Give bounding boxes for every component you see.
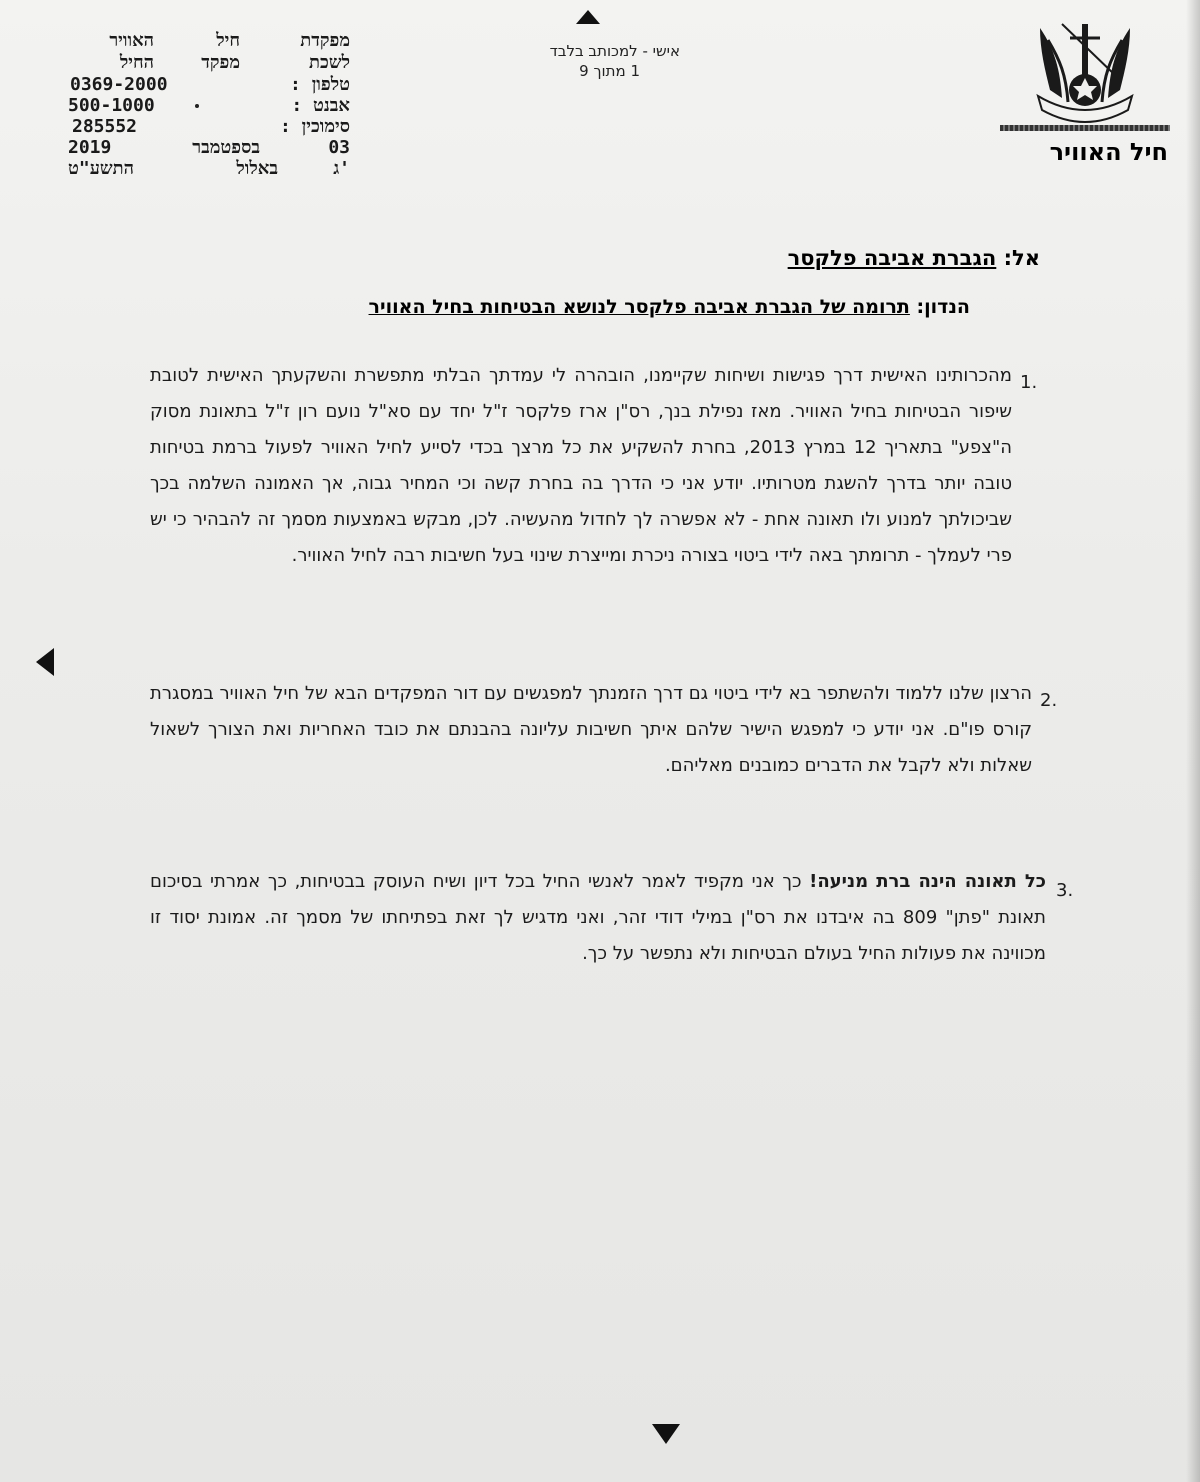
org-name: חיל האוויר xyxy=(1049,138,1168,166)
header-word: מפקד xyxy=(201,52,240,73)
header-word: האוויר xyxy=(109,30,154,51)
fold-mark-bottom-icon xyxy=(652,1424,680,1444)
paragraph-3-bold-lead: כל תאונה הינה ברת מניעה! xyxy=(809,871,1046,892)
paragraph-2: הרצון שלנו ללמוד ולהשתפר בא לידי ביטוי גם דרך הזמנתך למפגשים עם דור המפקדים הבא של חיל האוויר במסגרת קורס פו"ם. אני יודע כי למפגש הישיר שלהם איתך חשיבות עליונה בהבנתם את כובד האחריות ואת הצורך לשאול שאלות ולא לקבל את הדברים כמובנים מאליהם. xyxy=(150,683,1032,776)
paragraph-3 xyxy=(150,864,1046,972)
date-year: 2019 xyxy=(68,137,112,158)
ink-dot xyxy=(195,104,199,108)
fold-mark-top-icon xyxy=(576,10,600,24)
fold-mark-left-icon xyxy=(36,648,54,676)
paragraph-number: 3. xyxy=(1056,880,1074,901)
air-force-logo xyxy=(1000,20,1170,170)
classification-label: אישי - למכותב בלבד xyxy=(549,42,680,60)
hebrew-month: באלול xyxy=(236,158,278,179)
header-word: מפקדת xyxy=(300,30,350,51)
logo-divider xyxy=(1000,125,1170,131)
recipient-line xyxy=(788,246,1040,270)
date-day: 03 xyxy=(328,137,350,158)
page-count: 1 מתוך 9 xyxy=(579,62,640,80)
classification-block xyxy=(440,42,680,80)
hebrew-day: ג' xyxy=(333,158,350,179)
phone-value: 0369-2000 xyxy=(70,74,168,95)
header-word: החיל xyxy=(119,52,154,73)
subject-label: הנדון: xyxy=(916,296,970,318)
avnet-value: 500-1000 xyxy=(68,95,155,116)
subject-text: תרומה של הגברת אביבה פלקסר לנושא הבטיחות בחיל האוויר xyxy=(368,296,910,318)
header-word: לשכת xyxy=(309,52,350,73)
paragraph-number: 1. xyxy=(1020,372,1038,393)
hebrew-year: התשע"ט xyxy=(68,158,134,179)
paragraph-1: מהכרותינו האישית דרך פגישות ושיחות שקיימנו, הובהרה לי עמדתך הבלתי מתפשרת והשקעתך האישית לטובת שיפור הבטיחות בחיל האוויר. מאז נפילת בנך, רס"ן ארז פלקסר ז"ל יחד עם סא"ל נועם רון ז"ל בתאונת מסוק ה"צפע" בתאריך 12 במרץ 2013, בחרת להשקיע את כל מרצך בכדי לסייע לחיל האוויר לפעול ברמת בטיחות טובה יותר בדרך להשגת מטרותיו. יודע אני כי הדרך בה בחרת קשה וכי המחיר גבוה, אך האמונה השלמה בכך שביכולתך למנוע ולו תאונה אחת - לא אפשרה לך לחדול מהעשיה. לכן, מבקש באמצעות מסמך זה להבהיר כי יש פרי לעמלך - תרומתך באה לידי ביטוי בצורה ניכרת ומייצרת שינוי בעל חשיבות רבה לחיל האוויר. xyxy=(150,365,1012,566)
sender-header xyxy=(68,30,350,179)
avnet-label: אבנט : xyxy=(291,95,350,116)
recipient-label: אל: xyxy=(1003,246,1040,270)
reference-value: 285552 xyxy=(72,116,138,137)
recipient-name: הגברת אביבה פלקסר xyxy=(787,246,997,270)
air-force-emblem-icon xyxy=(1000,20,1170,130)
phone-label: טלפון : xyxy=(290,74,350,95)
paragraph-number: 2. xyxy=(1040,690,1058,711)
reference-label: סימוכין : xyxy=(279,116,350,137)
header-word: חיל xyxy=(216,30,240,51)
paragraph-3-text: כך אני מקפיד לאמר לאנשי החיל בכל דיון ושיח העוסק בבטיחות, כך אמרתי בסיכום תאונת "פתן" 809 בה איבדנו את רס"ן במילי דודי זהר, ואני מדגיש לך זאת בפתיחתו של מסמך זה. אמונת יסוד זו מכווינה את פעולות החיל בעולם הבטיחות ולא נתפשר על כך. xyxy=(150,871,1046,964)
subject-line xyxy=(369,296,970,318)
date-month: בספטמבר xyxy=(192,137,260,158)
